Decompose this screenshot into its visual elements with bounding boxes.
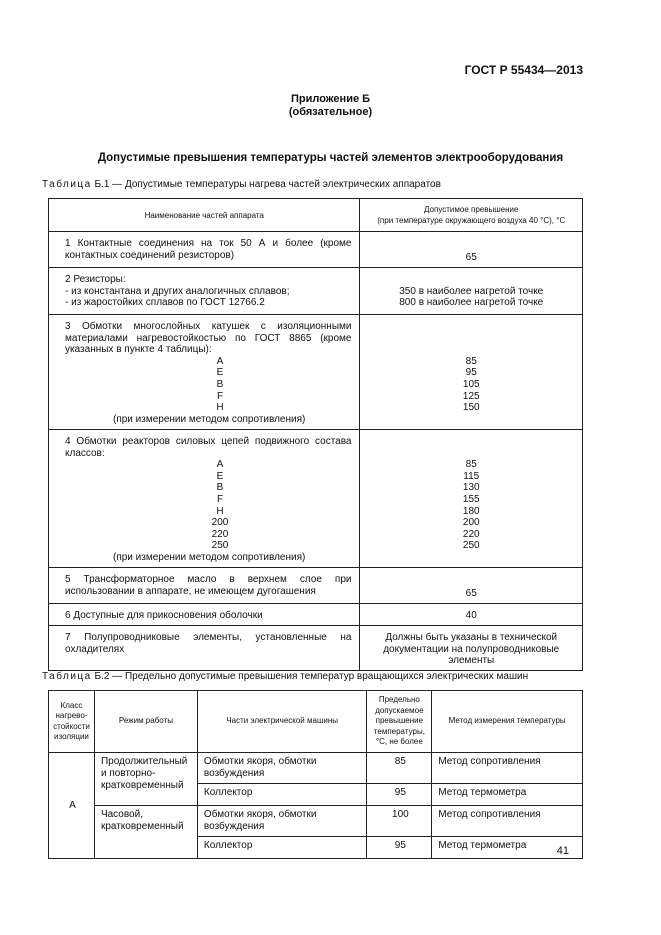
limit-cell: 85 [367,753,432,784]
row2-values [360,268,583,315]
table1-col-name-header: Наименование частей аппарата [49,199,360,232]
limit-cell: 95 [367,837,432,859]
grade-item: H [216,505,224,517]
appendix-title: Приложение Б [290,93,371,105]
grade-item: 250 [211,540,229,552]
grade-item: F [216,390,224,402]
grade-item: E [216,367,224,379]
grade-item: A [216,355,224,367]
row2-value1: 350 в наиболее нагретой точке [399,285,544,297]
mode-cell: Часовой, кратковременный [94,806,197,859]
grade-item: 220 [211,528,229,540]
row6-value: 40 [360,604,583,626]
value-item: 85 [465,355,477,367]
table-row [49,626,583,671]
row3-values [360,315,583,430]
row3-text [49,315,360,430]
table2-header-row [49,691,583,753]
mode-cell: Продолжительный и повторно-кратковременный [94,753,197,806]
row3-note: (при измерении методом сопротивления) [113,413,306,425]
row1-value: 65 [360,232,583,268]
row3-description: 3 Обмотки многослойных катушек с изоляционными материалами нагревостойкостью по ГОСТ 8865 (кроме указанных в пункте 4 таблицы): [65,321,352,356]
value-item: 200 [462,517,480,529]
table-row [49,315,583,430]
method-cell: Метод сопротивления [432,806,583,837]
table1-caption-word: Таблица [42,179,92,190]
row5-value: 65 [360,568,583,604]
part-cell: Коллектор [197,837,366,859]
table1-caption [42,179,441,190]
part-cell: Коллектор [197,784,366,806]
value-item: 180 [462,505,480,517]
row6-text: 6 Доступные для прикосновения оболочки [49,604,360,626]
value-item: 150 [462,402,480,414]
method-cell: Метод сопротивления [432,753,583,784]
header-parts: Части электрической машины [197,691,366,753]
value-item: 250 [462,540,480,552]
insulation-class-cell: А [49,753,95,859]
table1-header-row [49,199,583,232]
limit-cell: 95 [367,784,432,806]
table2-caption [42,671,528,682]
part-cell: Обмотки якоря, обмотки возбуждения [197,806,366,837]
appendix-heading [0,93,661,119]
row4-grades [65,459,351,552]
table2-caption-text: Б.2 — Предельно допустимые превышения температур вращающихся электрических машин [94,671,529,682]
row4-text [49,430,360,568]
method-cell: Метод термометра [432,837,583,859]
value-item: 155 [462,493,480,505]
table-row [49,604,583,626]
table-row [49,806,583,837]
header-method: Метод измерения температуры [432,691,583,753]
value-item: 220 [462,528,480,540]
page-number: 41 [556,845,569,857]
appendix-status: (обязательное) [288,106,373,118]
table1-caption-text: Б.1 — Допустимые температуры нагрева частей электрических аппаратов [94,179,441,190]
section-title: Допустимые превышения температуры частей элементов электрооборудования [97,152,564,164]
row7-value: Должны быть указаны в технической документации на полупроводниковые элементы [360,626,583,671]
grade-item: A [216,459,224,471]
row4-values [360,430,583,568]
table1-col-limit-header [360,199,583,232]
table-row [49,232,583,268]
row5-text: 5 Трансформаторное масло в верхнем слое при использовании в аппарате, не имеющем дугогашения [49,568,360,604]
row2-value2: 800 в наиболее нагретой точке [399,297,544,309]
table1-col-limit-header-line2: (при температуре окружающего воздуха 40 °С), °С [377,216,566,225]
row3-grades [65,356,351,414]
row4-note: (при измерении методом сопротивления) [113,551,306,563]
row2-line1: - из константана и других аналогичных сплавов; [65,285,290,297]
table-row [49,753,583,784]
grade-item: 200 [211,517,229,529]
row7-text: 7 Полупроводниковые элементы, установленные на охладителях [49,626,360,671]
row2-title: 2 Резисторы: [65,274,126,285]
value-item: 105 [462,378,480,390]
grade-item: B [216,482,224,494]
row1-text: 1 Контактные соединения на ток 50 А и более (кроме контактных соединений резисторов) [49,232,360,268]
part-cell: Обмотки якоря, обмотки возбуждения [197,753,366,784]
header-limit: Предельно допускаемое превышение температуры, °С, не более [367,691,432,753]
limit-cell: 100 [367,806,432,837]
grade-item: H [216,402,224,414]
table-rotating-machines [48,690,583,859]
value-item: 125 [462,390,480,402]
table-row [49,268,583,315]
table-row [49,568,583,604]
table-row [49,430,583,568]
grade-item: F [216,493,224,505]
grade-item: B [216,378,224,390]
row2-line2: - из жаростойких сплавов по ГОСТ 12766.2 [65,297,265,309]
row2-text [49,268,360,315]
table-heating-limits [48,198,583,671]
value-item: 85 [465,459,477,471]
value-item: 95 [465,367,477,379]
table1-col-limit-header-line1: Допустимое превышение [424,205,519,214]
document-code: ГОСТ Р 55434—2013 [464,63,583,77]
grade-item: E [216,470,224,482]
row4-description: 4 Обмотки реакторов силовых цепей подвижного состава классов: [65,436,352,459]
value-item: 115 [463,470,480,482]
value-item: 130 [462,482,480,494]
header-insulation-class: Класс нагрево-стойкости изоляции [49,691,95,753]
table2-caption-word: Таблица [42,671,92,682]
method-cell: Метод термометра [432,784,583,806]
header-mode: Режим работы [94,691,197,753]
